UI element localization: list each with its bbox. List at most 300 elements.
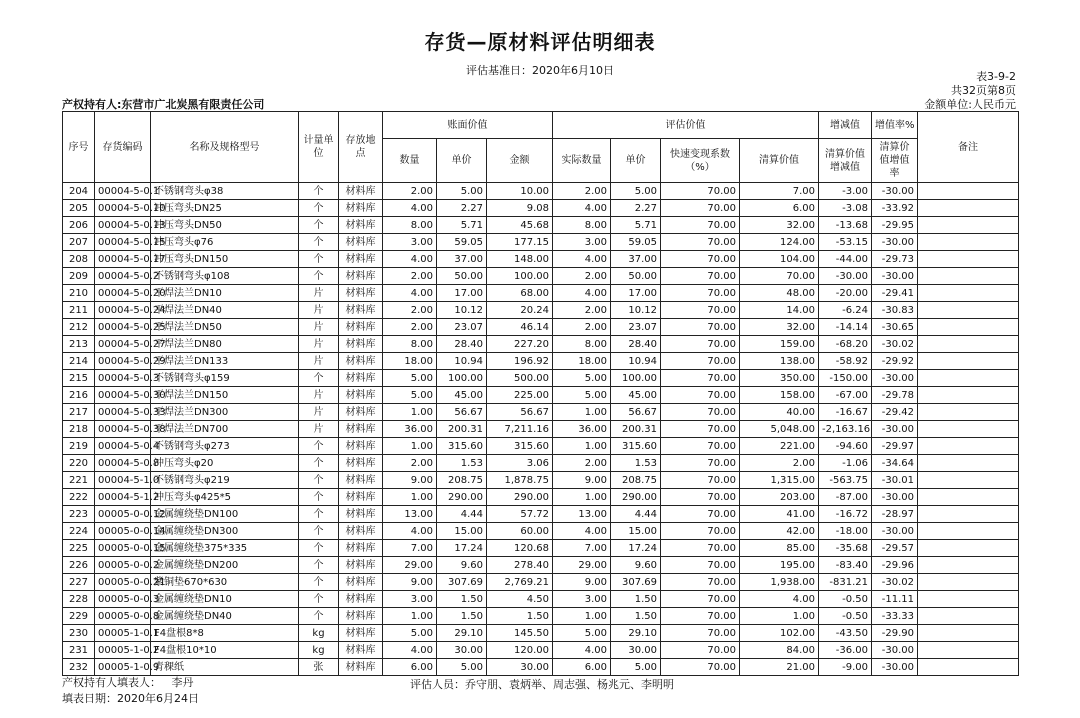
row-seq: 213	[63, 336, 95, 353]
row-remark	[918, 234, 1019, 251]
row-book-amount: 225.00	[487, 387, 553, 404]
row-eval-qty: 2.00	[553, 268, 611, 285]
row-rate: -30.00	[872, 183, 918, 200]
row-seq: 210	[63, 285, 95, 302]
row-name: 冲压弯头φ76	[151, 234, 299, 251]
row-book-qty: 8.00	[383, 217, 437, 234]
row-eval-price: 17.24	[611, 540, 661, 557]
currency-unit: 金额单位:人民币元	[924, 98, 1016, 111]
row-unit: 片	[299, 404, 339, 421]
row-remark	[918, 625, 1019, 642]
col-rate-group: 增值率%	[872, 112, 918, 139]
row-code: 00004-5-0.15	[95, 234, 151, 251]
row-unit: 片	[299, 421, 339, 438]
row-remark	[918, 642, 1019, 659]
row-name: 冲压弯头DN50	[151, 217, 299, 234]
row-eval-value: 32.00	[740, 217, 819, 234]
row-change: -9.00	[819, 659, 872, 676]
row-eval-price: 50.00	[611, 268, 661, 285]
row-change: -3.00	[819, 183, 872, 200]
row-rate: -11.11	[872, 591, 918, 608]
row-remark	[918, 404, 1019, 421]
row-eval-qty: 13.00	[553, 506, 611, 523]
row-eval-ratio: 70.00	[661, 625, 740, 642]
row-code: 00004-5-0.8	[95, 455, 151, 472]
row-eval-price: 100.00	[611, 370, 661, 387]
row-book-amount: 45.68	[487, 217, 553, 234]
row-location: 材料库	[339, 353, 383, 370]
row-location: 材料库	[339, 540, 383, 557]
row-book-price: 28.40	[437, 336, 487, 353]
row-rate: -34.64	[872, 455, 918, 472]
row-book-price: 30.00	[437, 642, 487, 659]
table-header	[63, 112, 1019, 183]
row-seq: 228	[63, 591, 95, 608]
row-book-amount: 3.06	[487, 455, 553, 472]
row-eval-qty: 7.00	[553, 540, 611, 557]
row-location: 材料库	[339, 574, 383, 591]
assessors: 评估人员：乔守朋、袁炳举、周志强、杨兆元、李明明	[410, 678, 674, 691]
col-change-group: 增减值	[819, 112, 872, 139]
row-eval-ratio: 70.00	[661, 302, 740, 319]
col-book-group: 账面价值	[383, 112, 553, 139]
table-row	[63, 319, 1019, 336]
col-eval-qty: 实际数量	[553, 139, 611, 183]
row-book-price: 10.94	[437, 353, 487, 370]
row-rate: -29.96	[872, 557, 918, 574]
row-eval-ratio: 70.00	[661, 455, 740, 472]
row-name: 金属缠绕垫DN10	[151, 591, 299, 608]
row-book-amount: 56.67	[487, 404, 553, 421]
row-change: -36.00	[819, 642, 872, 659]
row-unit: 片	[299, 336, 339, 353]
col-name: 名称及规格型号	[151, 112, 299, 183]
table-row	[63, 200, 1019, 217]
row-eval-value: 42.00	[740, 523, 819, 540]
row-name: F4盘根10*10	[151, 642, 299, 659]
row-book-qty: 5.00	[383, 387, 437, 404]
row-eval-qty: 1.00	[553, 438, 611, 455]
row-book-amount: 30.00	[487, 659, 553, 676]
row-code: 00004-5-0.38	[95, 421, 151, 438]
row-rate: -30.01	[872, 472, 918, 489]
row-code: 00005-1-0.2	[95, 642, 151, 659]
row-eval-price: 10.94	[611, 353, 661, 370]
row-remark	[918, 659, 1019, 676]
row-eval-qty: 5.00	[553, 387, 611, 404]
row-code: 00004-5-0.24	[95, 302, 151, 319]
row-code: 00004-5-0.13	[95, 217, 151, 234]
row-rate: -29.92	[872, 353, 918, 370]
row-eval-ratio: 70.00	[661, 489, 740, 506]
row-eval-ratio: 70.00	[661, 285, 740, 302]
row-rate: -33.92	[872, 200, 918, 217]
row-book-amount: 9.08	[487, 200, 553, 217]
table-row	[63, 557, 1019, 574]
row-location: 材料库	[339, 659, 383, 676]
row-unit: 个	[299, 183, 339, 200]
row-location: 材料库	[339, 523, 383, 540]
row-unit: 片	[299, 285, 339, 302]
row-eval-price: 1.50	[611, 591, 661, 608]
row-eval-qty: 4.00	[553, 251, 611, 268]
row-eval-price: 17.00	[611, 285, 661, 302]
row-book-price: 4.44	[437, 506, 487, 523]
row-eval-price: 28.40	[611, 336, 661, 353]
row-book-price: 1.50	[437, 591, 487, 608]
row-book-price: 45.00	[437, 387, 487, 404]
row-eval-price: 5.00	[611, 183, 661, 200]
row-code: 00004-5-0.4	[95, 438, 151, 455]
row-eval-qty: 1.00	[553, 404, 611, 421]
row-code: 00004-5-0.20	[95, 285, 151, 302]
row-unit: 个	[299, 268, 339, 285]
row-book-qty: 1.00	[383, 489, 437, 506]
row-name: 金属缠绕垫DN100	[151, 506, 299, 523]
row-book-qty: 9.00	[383, 574, 437, 591]
row-remark	[918, 608, 1019, 625]
row-eval-ratio: 70.00	[661, 370, 740, 387]
row-eval-ratio: 70.00	[661, 319, 740, 336]
row-eval-ratio: 70.00	[661, 353, 740, 370]
row-book-qty: 36.00	[383, 421, 437, 438]
row-eval-ratio: 70.00	[661, 591, 740, 608]
row-unit: 个	[299, 608, 339, 625]
row-rate: -30.00	[872, 421, 918, 438]
row-book-amount: 227.20	[487, 336, 553, 353]
row-eval-value: 158.00	[740, 387, 819, 404]
row-eval-price: 23.07	[611, 319, 661, 336]
row-book-amount: 46.14	[487, 319, 553, 336]
row-eval-value: 102.00	[740, 625, 819, 642]
row-code: 00004-5-0.29	[95, 353, 151, 370]
row-eval-price: 45.00	[611, 387, 661, 404]
row-eval-price: 315.60	[611, 438, 661, 455]
table-row	[63, 251, 1019, 268]
row-eval-price: 9.60	[611, 557, 661, 574]
row-eval-value: 7.00	[740, 183, 819, 200]
row-book-price: 5.71	[437, 217, 487, 234]
row-book-amount: 4.50	[487, 591, 553, 608]
row-code: 00004-5-0.25	[95, 319, 151, 336]
row-seq: 217	[63, 404, 95, 421]
row-book-qty: 1.00	[383, 608, 437, 625]
row-location: 材料库	[339, 438, 383, 455]
row-location: 材料库	[339, 234, 383, 251]
row-eval-qty: 8.00	[553, 336, 611, 353]
row-eval-qty: 2.00	[553, 319, 611, 336]
row-change: -30.00	[819, 268, 872, 285]
col-change-sub: 清算价值增减值	[819, 139, 872, 183]
col-location: 存放地点	[339, 112, 383, 183]
row-location: 材料库	[339, 506, 383, 523]
row-eval-ratio: 70.00	[661, 608, 740, 625]
row-remark	[918, 455, 1019, 472]
row-remark	[918, 506, 1019, 523]
row-book-price: 59.05	[437, 234, 487, 251]
row-eval-qty: 6.00	[553, 659, 611, 676]
table-body	[63, 183, 1019, 676]
table-row	[63, 268, 1019, 285]
row-unit: 个	[299, 591, 339, 608]
row-eval-qty: 1.00	[553, 489, 611, 506]
row-location: 材料库	[339, 302, 383, 319]
row-rate: -30.02	[872, 574, 918, 591]
row-change: -35.68	[819, 540, 872, 557]
row-book-amount: 60.00	[487, 523, 553, 540]
row-eval-qty: 3.00	[553, 591, 611, 608]
row-seq: 204	[63, 183, 95, 200]
row-eval-value: 159.00	[740, 336, 819, 353]
row-eval-value: 70.00	[740, 268, 819, 285]
row-eval-price: 56.67	[611, 404, 661, 421]
row-location: 材料库	[339, 336, 383, 353]
valuation-table	[62, 111, 1019, 676]
row-code: 00004-5-0.27	[95, 336, 151, 353]
table-row	[63, 455, 1019, 472]
row-seq: 221	[63, 472, 95, 489]
col-book-qty: 数量	[383, 139, 437, 183]
col-eval-group: 评估价值	[553, 112, 819, 139]
row-book-price: 29.10	[437, 625, 487, 642]
row-book-qty: 4.00	[383, 251, 437, 268]
fill-date: 填表日期：2020年6月24日	[62, 692, 199, 705]
row-book-qty: 5.00	[383, 370, 437, 387]
row-change: -831.21	[819, 574, 872, 591]
row-eval-price: 4.44	[611, 506, 661, 523]
row-eval-ratio: 70.00	[661, 574, 740, 591]
row-book-amount: 177.15	[487, 234, 553, 251]
row-location: 材料库	[339, 370, 383, 387]
row-eval-price: 2.27	[611, 200, 661, 217]
row-book-price: 5.00	[437, 183, 487, 200]
row-name: 不锈钢弯头φ219	[151, 472, 299, 489]
row-rate: -30.00	[872, 489, 918, 506]
row-change: -83.40	[819, 557, 872, 574]
row-change: -16.72	[819, 506, 872, 523]
row-eval-price: 208.75	[611, 472, 661, 489]
row-remark	[918, 268, 1019, 285]
col-book-amount: 金额	[487, 139, 553, 183]
row-book-amount: 57.72	[487, 506, 553, 523]
row-book-qty: 6.00	[383, 659, 437, 676]
row-code: 00005-0-0.14	[95, 523, 151, 540]
row-code: 00005-0-0.3	[95, 591, 151, 608]
row-name: 冲压弯头DN25	[151, 200, 299, 217]
row-book-price: 307.69	[437, 574, 487, 591]
row-rate: -30.65	[872, 319, 918, 336]
row-change: -2,163.16	[819, 421, 872, 438]
row-book-amount: 500.00	[487, 370, 553, 387]
row-eval-qty: 29.00	[553, 557, 611, 574]
row-code: 00004-5-1.0	[95, 472, 151, 489]
row-book-price: 5.00	[437, 659, 487, 676]
row-book-amount: 315.60	[487, 438, 553, 455]
table-row	[63, 302, 1019, 319]
row-eval-price: 29.10	[611, 625, 661, 642]
row-book-price: 23.07	[437, 319, 487, 336]
row-location: 材料库	[339, 387, 383, 404]
row-seq: 227	[63, 574, 95, 591]
row-eval-price: 290.00	[611, 489, 661, 506]
row-name: 冲压弯头DN150	[151, 251, 299, 268]
row-remark	[918, 370, 1019, 387]
row-unit: 片	[299, 302, 339, 319]
owner-label: 产权持有人:东营市广北炭黑有限责任公司	[62, 98, 265, 111]
row-eval-price: 37.00	[611, 251, 661, 268]
row-remark	[918, 438, 1019, 455]
row-name: 平焊法兰DN10	[151, 285, 299, 302]
row-change: -58.92	[819, 353, 872, 370]
row-unit: 个	[299, 523, 339, 540]
row-eval-ratio: 70.00	[661, 659, 740, 676]
row-unit: 个	[299, 574, 339, 591]
row-eval-value: 14.00	[740, 302, 819, 319]
row-eval-value: 32.00	[740, 319, 819, 336]
page-title: 存货—原材料评估明细表	[424, 30, 656, 54]
row-eval-qty: 36.00	[553, 421, 611, 438]
row-change: -16.67	[819, 404, 872, 421]
row-book-amount: 20.24	[487, 302, 553, 319]
row-rate: -29.90	[872, 625, 918, 642]
row-book-price: 1.53	[437, 455, 487, 472]
row-eval-qty: 4.00	[553, 642, 611, 659]
row-book-price: 208.75	[437, 472, 487, 489]
row-unit: 片	[299, 387, 339, 404]
row-code: 00004-5-0.33	[95, 404, 151, 421]
table-row	[63, 438, 1019, 455]
row-name: 冲压弯头φ425*5	[151, 489, 299, 506]
table-row	[63, 642, 1019, 659]
row-eval-qty: 2.00	[553, 302, 611, 319]
row-eval-qty: 2.00	[553, 455, 611, 472]
row-location: 材料库	[339, 472, 383, 489]
row-name: 金属缠绕垫DN300	[151, 523, 299, 540]
row-seq: 219	[63, 438, 95, 455]
table-number: 表3-9-2	[976, 70, 1016, 83]
row-seq: 222	[63, 489, 95, 506]
row-change: -14.14	[819, 319, 872, 336]
row-eval-ratio: 70.00	[661, 251, 740, 268]
row-eval-qty: 3.00	[553, 234, 611, 251]
row-eval-ratio: 70.00	[661, 217, 740, 234]
table-row	[63, 659, 1019, 676]
row-name: 平焊法兰DN150	[151, 387, 299, 404]
row-book-qty: 7.00	[383, 540, 437, 557]
row-name: 金属缠绕垫375*335	[151, 540, 299, 557]
row-rate: -29.41	[872, 285, 918, 302]
row-book-price: 315.60	[437, 438, 487, 455]
row-location: 材料库	[339, 268, 383, 285]
table-row	[63, 574, 1019, 591]
row-eval-value: 6.00	[740, 200, 819, 217]
row-name: 金属缠绕垫DN200	[151, 557, 299, 574]
row-book-qty: 5.00	[383, 625, 437, 642]
row-eval-price: 307.69	[611, 574, 661, 591]
row-name: 平焊法兰DN300	[151, 404, 299, 421]
row-eval-value: 48.00	[740, 285, 819, 302]
row-rate: -30.00	[872, 370, 918, 387]
row-code: 00004-5-0.10	[95, 200, 151, 217]
row-name: 青稞纸	[151, 659, 299, 676]
col-eval-value: 清算价值	[740, 139, 819, 183]
row-unit: kg	[299, 625, 339, 642]
row-eval-ratio: 70.00	[661, 200, 740, 217]
row-book-amount: 1.50	[487, 608, 553, 625]
row-location: 材料库	[339, 421, 383, 438]
table-row	[63, 523, 1019, 540]
row-rate: -30.83	[872, 302, 918, 319]
row-name: 不锈钢弯头φ273	[151, 438, 299, 455]
row-rate: -29.42	[872, 404, 918, 421]
table-row	[63, 472, 1019, 489]
row-book-amount: 1,878.75	[487, 472, 553, 489]
row-eval-value: 2.00	[740, 455, 819, 472]
row-eval-ratio: 70.00	[661, 387, 740, 404]
row-unit: 个	[299, 472, 339, 489]
row-seq: 226	[63, 557, 95, 574]
row-change: -150.00	[819, 370, 872, 387]
table-row	[63, 387, 1019, 404]
row-unit: 个	[299, 217, 339, 234]
row-unit: 个	[299, 506, 339, 523]
row-eval-price: 200.31	[611, 421, 661, 438]
row-book-qty: 3.00	[383, 234, 437, 251]
row-remark	[918, 183, 1019, 200]
row-rate: -30.00	[872, 659, 918, 676]
row-book-qty: 13.00	[383, 506, 437, 523]
row-code: 00005-0-0.12	[95, 506, 151, 523]
row-book-price: 17.00	[437, 285, 487, 302]
row-name: 平焊法兰DN50	[151, 319, 299, 336]
col-unit: 计量单位	[299, 112, 339, 183]
row-seq: 209	[63, 268, 95, 285]
row-book-amount: 196.92	[487, 353, 553, 370]
row-remark	[918, 217, 1019, 234]
col-code: 存货编码	[95, 112, 151, 183]
row-change: -68.20	[819, 336, 872, 353]
row-location: 材料库	[339, 455, 383, 472]
row-book-amount: 2,769.21	[487, 574, 553, 591]
row-location: 材料库	[339, 489, 383, 506]
row-book-qty: 29.00	[383, 557, 437, 574]
row-location: 材料库	[339, 200, 383, 217]
row-remark	[918, 353, 1019, 370]
row-remark	[918, 489, 1019, 506]
row-location: 材料库	[339, 217, 383, 234]
row-eval-qty: 9.00	[553, 574, 611, 591]
row-location: 材料库	[339, 183, 383, 200]
table-row	[63, 234, 1019, 251]
row-eval-ratio: 70.00	[661, 438, 740, 455]
row-unit: 片	[299, 353, 339, 370]
row-remark	[918, 472, 1019, 489]
row-unit: kg	[299, 642, 339, 659]
filler-line	[62, 674, 194, 690]
table-row	[63, 404, 1019, 421]
row-code: 00004-5-0.3	[95, 370, 151, 387]
row-eval-price: 10.12	[611, 302, 661, 319]
row-book-qty: 4.00	[383, 200, 437, 217]
row-eval-value: 41.00	[740, 506, 819, 523]
row-change: -6.24	[819, 302, 872, 319]
row-eval-ratio: 70.00	[661, 642, 740, 659]
row-eval-value: 84.00	[740, 642, 819, 659]
row-eval-ratio: 70.00	[661, 523, 740, 540]
row-change: -18.00	[819, 523, 872, 540]
row-code: 00005-0-0.15	[95, 540, 151, 557]
row-eval-value: 124.00	[740, 234, 819, 251]
